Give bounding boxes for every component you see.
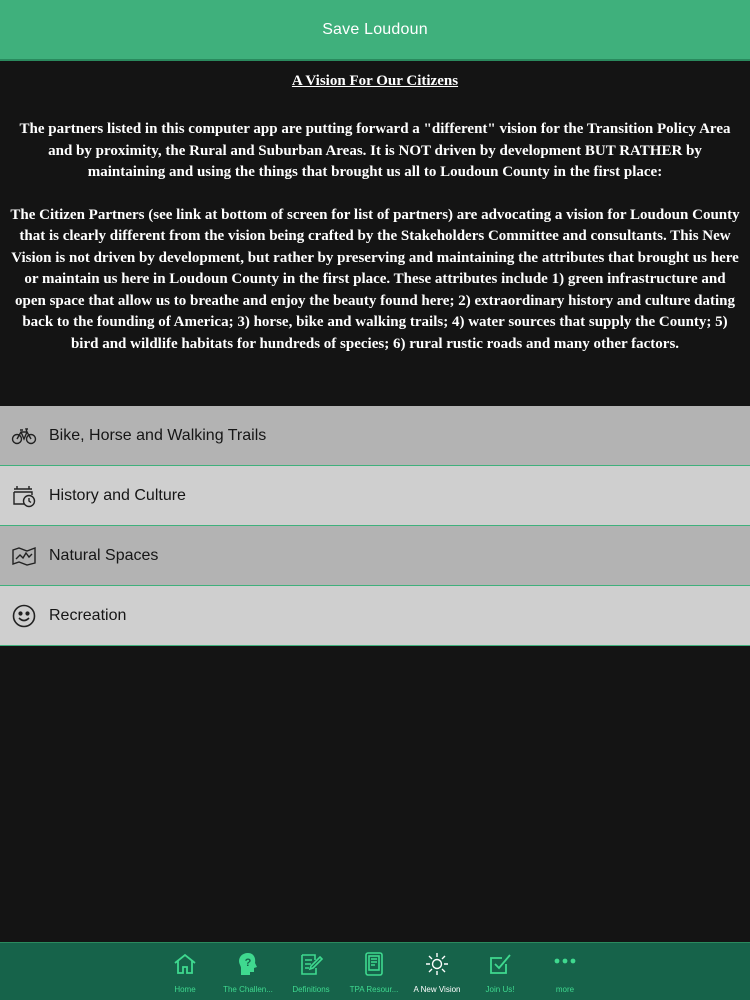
tab-label: A New Vision (413, 985, 461, 994)
sun-icon (424, 951, 450, 982)
vision-menu (0, 406, 750, 646)
tab-label: TPA Resour... (349, 985, 399, 994)
menu-item-trails[interactable] (0, 406, 750, 466)
tab-label: more (555, 985, 575, 994)
tab-the-challenge[interactable] (215, 951, 281, 999)
more-dots-icon (552, 951, 578, 982)
calendar-clock-icon (11, 483, 37, 509)
vision-paragraph-1: The partners listed in this computer app are putting forward a "different" vision for the Transition Policy Area and by proximity, the Rural and Suburban Areas. It is NOT driven by development BUT RATHER by maintaining and using the things that brought us all to Loudoun County in the first place: (19, 121, 731, 180)
home-icon (172, 951, 198, 982)
vision-heading: A Vision For Our Citizens (291, 73, 459, 89)
document-edit-icon (298, 951, 324, 982)
top-navigation-bar (0, 0, 750, 61)
menu-item-history[interactable] (0, 466, 750, 526)
tab-a-new-vision[interactable] (404, 951, 470, 999)
vision-paragraph-2: The Citizen Partners (see link at bottom of screen for list of partners) are advocating a vision for Loudoun County that is clearly different from the vision being crafted by the Stakeholders Committee and consultants. This New Vision is not driven by development, but rather by preserving and maintaining the attributes that brought us here or maintain us here in Loudoun County in the first place. These attributes include 1) green infrastructure and open space that allow us to breathe and enjoy the beauty found here; 2) extraordinary history and culture dating back to the founding of America; 3) horse, bike and walking trails; 4) water sources that supply the County; 5) bird and wildlife habitats for hundreds of species; 6) rural rustic roads and many other factors. (10, 206, 740, 352)
map-icon (11, 543, 37, 569)
tab-label: Join Us! (485, 985, 515, 994)
tab-home[interactable] (152, 951, 218, 999)
bicycle-icon (11, 423, 37, 449)
menu-item-label: Recreation (49, 606, 127, 624)
menu-item-label: History and Culture (49, 486, 186, 504)
tab-join-us[interactable] (467, 951, 533, 999)
tab-more[interactable] (532, 951, 598, 999)
menu-item-label: Bike, Horse and Walking Trails (49, 426, 267, 444)
menu-item-recreation[interactable] (0, 586, 750, 646)
tab-label: Definitions (292, 985, 330, 994)
tab-tpa-resources[interactable] (341, 951, 407, 999)
menu-item-label: Natural Spaces (49, 546, 159, 564)
vision-content (0, 61, 750, 406)
checkbox-icon (487, 951, 513, 982)
tablet-icon (361, 951, 387, 982)
smiley-icon (11, 603, 37, 629)
tab-label: Home (174, 985, 196, 994)
tab-label: The Challen... (223, 985, 273, 994)
menu-item-natural-spaces[interactable] (0, 526, 750, 586)
app-title: Save Loudoun (322, 20, 428, 38)
question-head-icon (235, 951, 261, 982)
tab-bar (0, 942, 750, 1000)
svg-text:?: ? (244, 957, 252, 969)
tab-definitions[interactable] (278, 951, 344, 999)
